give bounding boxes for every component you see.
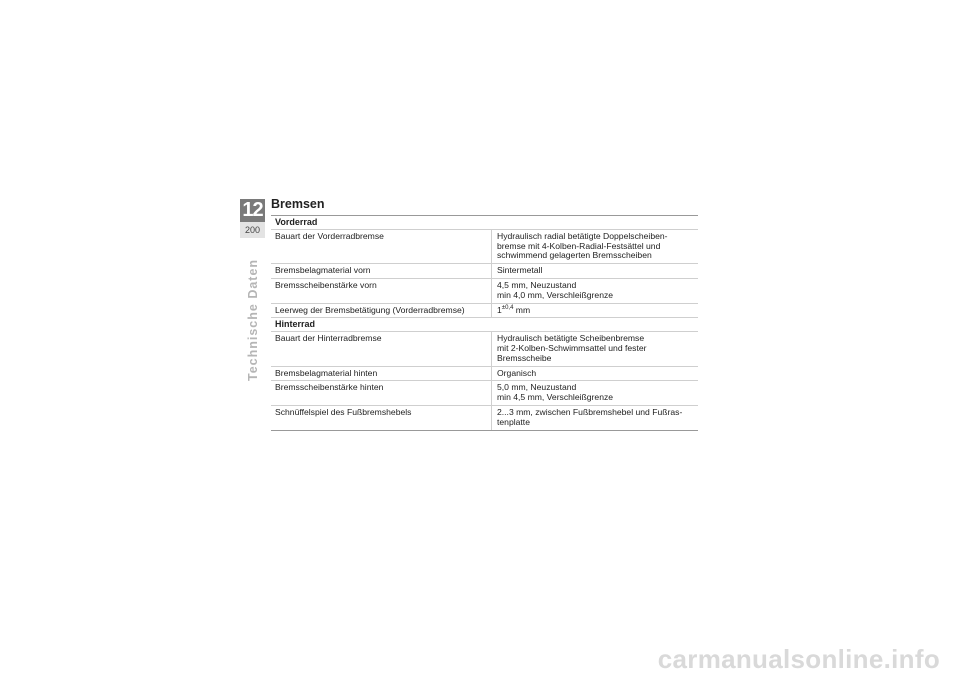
row-label: Bremsscheibenstärke hinten <box>271 381 492 405</box>
value-unit: mm <box>513 304 531 315</box>
row-value: Hydraulisch radial betätigte Doppelscheiben- bremse mit 4-Kolben-Radial-Festsättel und schwimmend gelagerten Bremsscheiben <box>497 230 668 261</box>
table-row <box>271 381 698 406</box>
page-number: 200 <box>240 222 265 238</box>
table-row <box>271 279 698 304</box>
table-row <box>271 264 698 279</box>
chapter-number: 12 <box>240 199 265 222</box>
table-row <box>271 406 698 431</box>
row-value: Organisch <box>497 367 537 378</box>
row-value: Sintermetall <box>497 265 543 276</box>
row-value: 5,0 mm, Neuzustand min 4,5 mm, Verschleißgrenze <box>497 382 614 403</box>
row-value <box>492 304 698 318</box>
row-label: Schnüffelspiel des Fußbremshebels <box>271 406 492 430</box>
spec-table <box>271 215 698 431</box>
row-label: Bremsbelagmaterial vorn <box>271 264 492 278</box>
group-heading-front: Vorderrad <box>271 216 698 230</box>
row-value: Hydraulisch betätigte Scheibenbremse mit 2-Kolben-Schwimmsattel und fester Bremsscheibe <box>497 333 647 363</box>
row-label: Leerweg der Bremsbetätigung (Vorderradbremse) <box>271 304 492 318</box>
row-value: 2...3 mm, zwischen Fußbremshebel und Fußras- tenplatte <box>497 406 683 427</box>
watermark: carmanualsonline.info <box>657 644 940 674</box>
row-label: Bremsscheibenstärke vorn <box>271 279 492 303</box>
row-label: Bauart der Hinterradbremse <box>271 332 492 365</box>
row-label: Bremsbelagmaterial hinten <box>271 367 492 381</box>
group-heading-rear: Hinterrad <box>271 318 698 332</box>
row-label: Bauart der Vorderradbremse <box>271 230 492 263</box>
row-value: 4,5 mm, Neuzustand min 4,0 mm, Verschleißgrenze <box>497 279 614 300</box>
table-row <box>271 304 698 319</box>
value-main: 1 <box>497 304 502 315</box>
chapter-badge <box>240 199 265 238</box>
table-row <box>271 332 698 366</box>
chapter-side-title: Technische Daten <box>246 258 260 381</box>
table-row <box>271 230 698 264</box>
section-title: Bremsen <box>271 197 325 211</box>
table-row <box>271 367 698 382</box>
value-tolerance: ±0,4 <box>501 304 514 311</box>
